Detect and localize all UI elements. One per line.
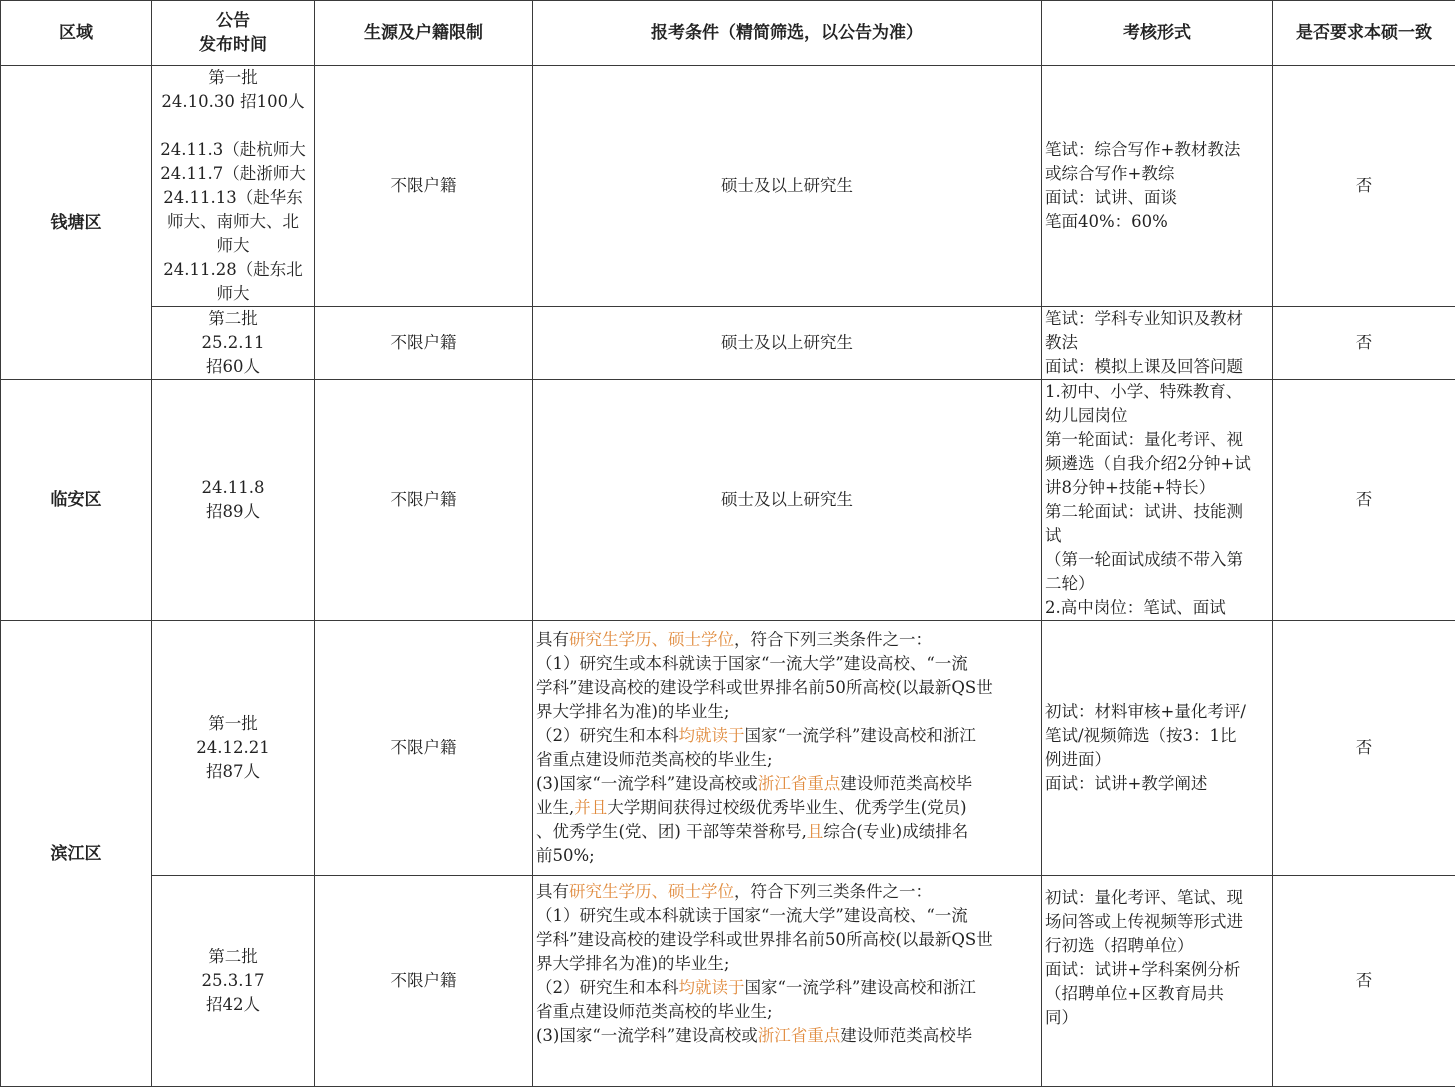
highlight-text: 均就读于 [679,978,745,997]
date-line: 24.11.8 [155,476,311,500]
date-line: 24.12.21 [155,736,311,760]
highlight-text: 浙江省重点 [758,774,841,793]
assessment-line: （招聘单位+区教育局共 [1045,982,1269,1006]
restriction-cell[interactable]: 不限户籍 [315,380,533,621]
assessment-line: （第一轮面试成绩不带入第 [1045,548,1269,572]
assessment-line: 面试：试讲+教学阐述 [1045,772,1269,796]
region-cell-binjiang[interactable]: 滨江区 [1,621,152,1087]
header-conditions[interactable]: 报考条件（精简筛选，以公告为准） [533,1,1042,66]
consistency-cell[interactable]: 否 [1273,380,1455,621]
conditions-cell[interactable] [533,621,1042,876]
table-row [1,621,1455,876]
assessment-line: 面试：模拟上课及回答问题 [1045,355,1269,379]
consistency-cell[interactable]: 否 [1273,307,1455,380]
assessment-line: 第一轮面试：量化考评、视 [1045,428,1269,452]
highlight-text: 研究生学历、硕士学位 [569,630,734,649]
date-line: 第二批 [155,307,311,331]
date-line: 招89人 [155,500,311,524]
assessment-line: 初试：量化考评、笔试、现 [1045,886,1269,910]
consistency-cell[interactable]: 否 [1273,621,1455,876]
table-row [1,876,1455,1087]
date-cell[interactable] [152,621,315,876]
assessment-cell[interactable] [1042,380,1273,621]
date-line: 第一批 [155,66,311,90]
consistency-cell[interactable]: 否 [1273,66,1455,307]
date-line: 25.3.17 [155,969,311,993]
region-cell-linan[interactable]: 临安区 [1,380,152,621]
assessment-line: 第二轮面试：试讲、技能测 [1045,500,1269,524]
conditions-line: 界大学排名为准)的毕业生; [536,952,1038,976]
assessment-line: 或综合写作+教综 [1045,162,1269,186]
conditions-line: 学科”建设高校的建设学科或世界排名前50所高校(以最新QS世 [536,676,1038,700]
highlight-text: 均就读于 [679,726,745,745]
conditions-line: （1）研究生或本科就读于国家“一流大学”建设高校、“一流 [536,904,1038,928]
conditions-line: （2）研究生和本科均就读于国家“一流学科”建设高校和浙江 [536,724,1038,748]
date-cell[interactable] [152,876,315,1087]
assessment-cell[interactable] [1042,621,1273,876]
date-cell[interactable] [152,66,315,307]
assessment-line: 笔试/视频筛选（按3：1比 [1045,724,1269,748]
assessment-line: 笔试：综合写作+教材教法 [1045,138,1269,162]
date-line: 24.11.28（赴东北 [155,258,311,282]
header-row [1,1,1455,66]
date-line: 师大 [155,282,311,306]
highlight-text: 浙江省重点 [758,1026,841,1045]
date-line: 师大 [155,234,311,258]
conditions-cell[interactable]: 硕士及以上研究生 [533,307,1042,380]
assessment-cell[interactable] [1042,876,1273,1087]
conditions-line: 省重点建设师范类高校的毕业生; [536,1000,1038,1024]
header-date-line1: 公告 [155,9,311,33]
conditions-line: (3)国家“一流学科”建设高校或浙江省重点建设师范类高校毕 [536,772,1038,796]
date-line: 24.11.13（赴华东 [155,186,311,210]
restriction-cell[interactable]: 不限户籍 [315,66,533,307]
conditions-line: 、优秀学生(党、团) 干部等荣誉称号,且综合(专业)成绩排名 [536,820,1038,844]
header-consistency[interactable]: 是否要求本硕一致 [1273,1,1455,66]
assessment-line: 场问答或上传视频等形式进 [1045,910,1269,934]
conditions-line: 具有研究生学历、硕士学位，符合下列三类条件之一： [536,880,1038,904]
conditions-line: (3)国家“一流学科”建设高校或浙江省重点建设师范类高校毕 [536,1024,1038,1048]
assessment-line: 讲8分钟+技能+特长） [1045,476,1269,500]
date-line: 招42人 [155,993,311,1017]
conditions-cell[interactable]: 硕士及以上研究生 [533,380,1042,621]
assessment-line: 2.高中岗位：笔试、面试 [1045,596,1269,620]
header-region[interactable]: 区域 [1,1,152,66]
restriction-cell[interactable]: 不限户籍 [315,621,533,876]
restriction-cell[interactable]: 不限户籍 [315,307,533,380]
date-spacer [155,114,311,138]
date-line: 25.2.11 [155,331,311,355]
assessment-line: 同） [1045,1006,1269,1030]
assessment-line: 例进面） [1045,748,1269,772]
date-cell[interactable] [152,380,315,621]
assessment-line: 面试：试讲+学科案例分析 [1045,958,1269,982]
date-line: 招87人 [155,760,311,784]
highlight-text: 且 [807,822,824,841]
table-row [1,307,1455,380]
header-assessment[interactable]: 考核形式 [1042,1,1273,66]
assessment-line: 行初选（招聘单位） [1045,934,1269,958]
conditions-line: 学科”建设高校的建设学科或世界排名前50所高校(以最新QS世 [536,928,1038,952]
assessment-cell[interactable] [1042,307,1273,380]
conditions-line: （1）研究生或本科就读于国家“一流大学”建设高校、“一流 [536,652,1038,676]
date-line: 24.11.7（赴浙师大 [155,162,311,186]
assessment-line: 笔面40%：60% [1045,210,1269,234]
assessment-line: 初试：材料审核+量化考评/ [1045,700,1269,724]
region-cell-qiantang[interactable]: 钱塘区 [1,66,152,380]
conditions-line: 前50%; [536,844,1038,868]
assessment-line: 幼儿园岗位 [1045,404,1269,428]
assessment-line: 教法 [1045,331,1269,355]
conditions-line: 业生,并且大学期间获得过校级优秀毕业生、优秀学生(党员) [536,796,1038,820]
assessment-line: 面试：试讲、面谈 [1045,186,1269,210]
date-line: 第二批 [155,945,311,969]
conditions-line: （2）研究生和本科均就读于国家“一流学科”建设高校和浙江 [536,976,1038,1000]
table-row [1,380,1455,621]
conditions-cell[interactable]: 硕士及以上研究生 [533,66,1042,307]
assessment-cell[interactable] [1042,66,1273,307]
date-line: 24.11.3（赴杭师大 [155,138,311,162]
date-line: 师大、南师大、北 [155,210,311,234]
date-cell[interactable] [152,307,315,380]
date-line: 24.10.30 招100人 [155,90,311,114]
highlight-text: 研究生学历、硕士学位 [569,882,734,901]
assessment-line: 二轮） [1045,572,1269,596]
header-date-line2: 发布时间 [155,33,311,57]
header-restriction[interactable]: 生源及户籍限制 [315,1,533,66]
consistency-cell[interactable]: 否 [1273,876,1455,1087]
conditions-line: 界大学排名为准)的毕业生; [536,700,1038,724]
assessment-line: 1.初中、小学、特殊教育、 [1045,380,1269,404]
conditions-line: 具有研究生学历、硕士学位，符合下列三类条件之一： [536,628,1038,652]
header-date[interactable] [152,1,315,66]
restriction-cell[interactable]: 不限户籍 [315,876,533,1087]
assessment-line: 频遴选（自我介绍2分钟+试 [1045,452,1269,476]
highlight-text: 并且 [574,798,607,817]
conditions-line: 省重点建设师范类高校的毕业生; [536,748,1038,772]
date-line: 第一批 [155,712,311,736]
date-line: 招60人 [155,355,311,379]
assessment-line: 试 [1045,524,1269,548]
assessment-line: 笔试：学科专业知识及教材 [1045,307,1269,331]
conditions-cell[interactable] [533,876,1042,1087]
table-row [1,66,1455,307]
